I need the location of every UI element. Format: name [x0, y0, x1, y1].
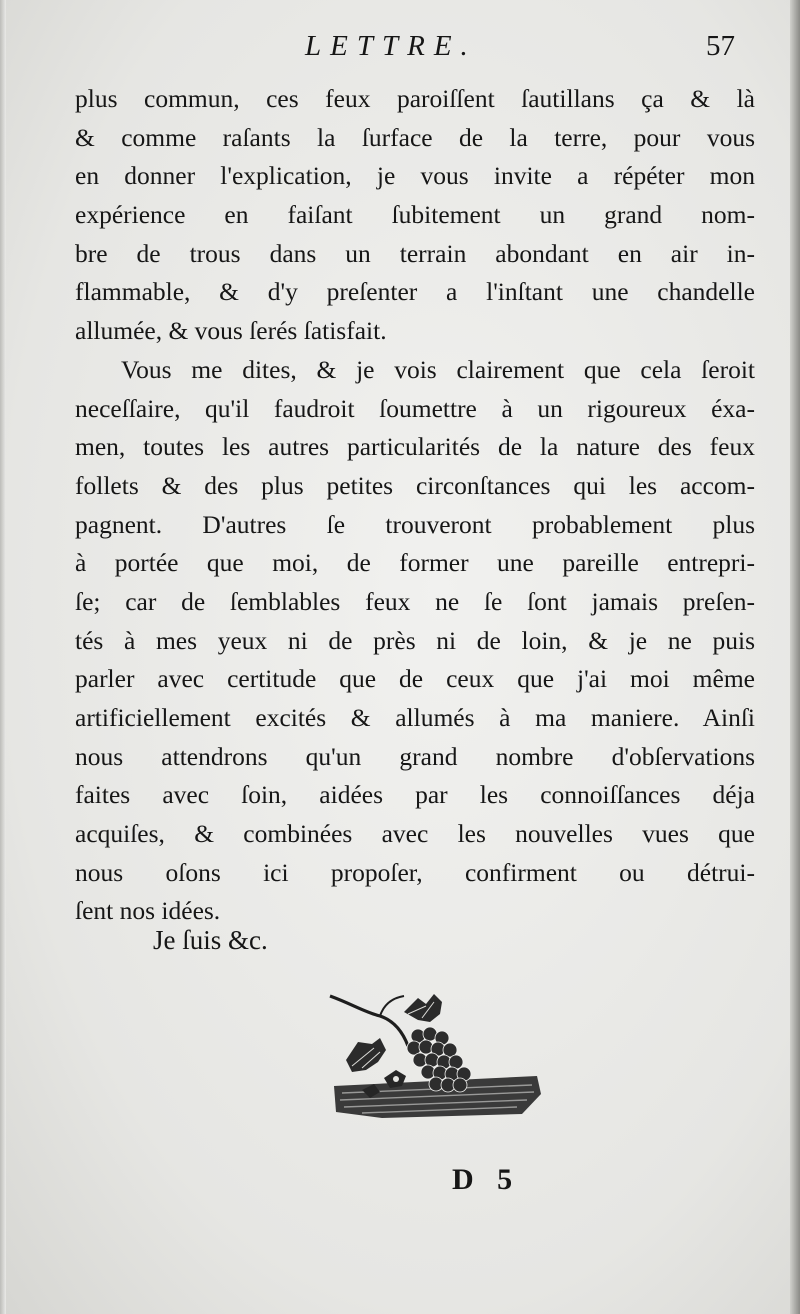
page-header — [0, 28, 800, 68]
grapes-vignette-icon — [322, 990, 544, 1140]
text-line: nous oſons ici propoſer, confirment ou détrui- — [75, 857, 755, 887]
text-line: neceſſaire, qu'il faudroit ſoumettre à un rigoureux éxa- — [75, 393, 755, 423]
text-line: flammable, & d'y preſenter a l'inſtant une chandelle — [75, 277, 755, 307]
signature-mark: D 5 — [452, 1163, 521, 1196]
text-line: en donner l'explication, je vous invite a répéter mon — [75, 161, 755, 191]
text-line: Vous me dites, & je vois clairement que cela ſeroit — [121, 354, 755, 384]
text-line: & comme raſants la ſurface de la terre, pour vous — [75, 122, 755, 152]
page-left-edge — [0, 0, 6, 1314]
text-line: artificiellement excités & allumés à ma maniere. Ainſi — [75, 703, 755, 732]
running-title: LETTRE. — [305, 30, 477, 62]
text-line: à portée que moi, de former une pareille entrepri- — [75, 548, 755, 578]
page-number: 57 — [706, 30, 735, 62]
page-right-edge — [790, 0, 800, 1314]
text-line: expérience en faiſant ſubitement un grand nom- — [75, 200, 755, 230]
text-line: follets & des plus petites circonſtances qui les accom- — [75, 470, 755, 500]
text-line: ſent nos idées. — [75, 896, 221, 926]
text-line: men, toutes les autres particularités de la nature des feux — [75, 432, 755, 462]
text-line: parler avec certitude que de ceux que j'ai moi même — [75, 664, 755, 694]
text-line: pagnent. D'autres ſe trouveront probablement plus — [75, 509, 755, 539]
text-line: allumée, & vous ſerés ſatisfait. — [75, 316, 387, 346]
text-line: faites avec ſoin, aidées par les connoiſſances déja — [75, 780, 755, 810]
text-line: tés à mes yeux ni de près ni de loin, & je ne puis — [75, 625, 755, 655]
text-line: ſe; car de ſemblables feux ne ſe ſont jamais preſen- — [75, 586, 755, 616]
body-text — [75, 80, 755, 931]
text-line: bre de trous dans un terrain abondant en air in- — [75, 238, 755, 268]
text-line: plus commun, ces feux paroiſſent ſautillans ça & là — [75, 84, 755, 113]
closing-line: Je ſuis &c. — [153, 925, 268, 955]
text-line: nous attendrons qu'un grand nombre d'obſervations — [75, 741, 755, 771]
text-line: acquiſes, & combinées avec les nouvelles vues que — [75, 819, 755, 849]
